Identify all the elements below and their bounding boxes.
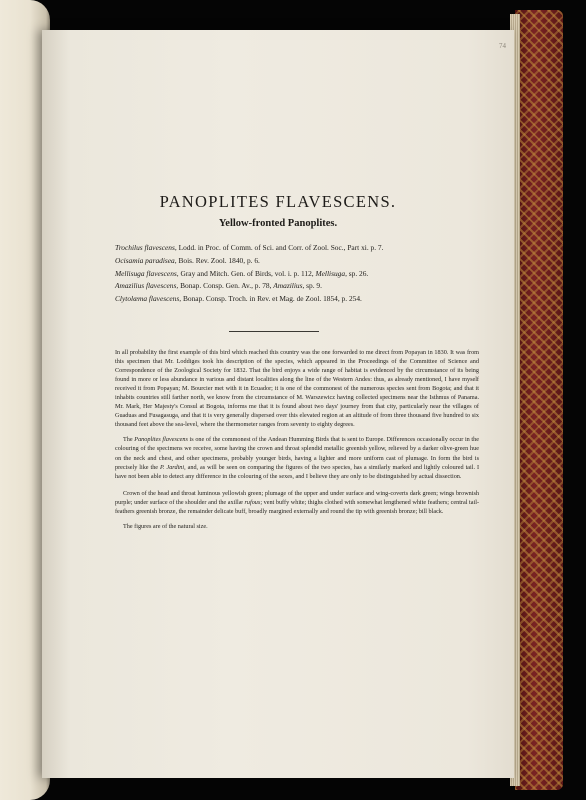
synonym-name: Amazilius flavescens,: [115, 281, 179, 291]
synonym-reference: Gray and Mitch. Gen. of Birds, vol. i. p. 112,: [178, 268, 316, 278]
page-corner-mark: 74: [499, 42, 506, 50]
synonym-name: Mellisuga flavescens,: [115, 268, 179, 278]
text-run: is one of the commonest of the Andean Humming Birds that is sent to Europe. Differences occasionally occur in the colouring of the specimens we receive, some having the crown and throat splendid metallic greenish yellow, relieved by a darker olive-green hue on the neck and chest, and other specimens, probably younger birds, having a lighter and more uniform cast of plumage. In form the bird is precisely like the: [115, 436, 479, 471]
synonym-species-number: , sp. 26.: [345, 268, 369, 278]
synonym-genus: Amazilius: [273, 281, 303, 291]
synonym-reference: Bois. Rev. Zool. 1840, p. 6.: [176, 255, 260, 265]
text-run: ; vent buffy white; thighs clothed with somewhat lengthened white feathers; central tail-feathers greenish bronze, the remainder delicate buff, broadly margined externally and round the tip with greenish bronze; bill black.: [115, 498, 479, 515]
article-body: [115, 348, 479, 537]
species-name: P. Jardini: [160, 463, 185, 471]
synonymy-list: [115, 242, 475, 306]
text-run: , and, as will be seen on comparing the figures of the two species, has a similarly marked and lightly coloured tail. I have not been able to detect any difference in the colouring of the sexes, and I believe they are only to be distinguished by actual dissection.: [115, 463, 480, 480]
synonym-name: Trochilus flavescens,: [115, 243, 177, 252]
synonym-entry: [115, 268, 475, 281]
paragraph-range: In all probability the first example of this bird which reached this country was the one forwarded to me direct from Popayan in 1830. It was from this specimen that Mr. Loddiges took his description of the species, which appeared in the Proceedings of the Committee of Science and Correspondence of the Zoological Society for 1832. That the bird enjoys a wide range of habitat is evidenced by the circumstance of its being found in more or less abundance in various and distant localities along the line of the Western Andes: thus, as already mentioned, I have myself received it from Popayan; M. Bourcier met with it in Ecuador; it is one of the commonest of the numerous species sent from Bogota; and that it inhabits countries still farther north, we know from the circumstance of M. Warszewicz having collected specimens near the Isthmus of Panama. Mr. Mark, Her Majesty's Consul at Bogota, informs me that it is found about two days' journey from that city, particularly near the villages of Guaduas and Fusagasuga, and that it is very generally dispersed over this elevated region at an altitude of from three thousand five hundred to six thousand feet above the sea-level, where the thermometer ranges from seventy to eighty degrees.: [115, 349, 479, 429]
synonym-entry: [115, 242, 475, 255]
paragraph-description: [115, 435, 479, 480]
synonym-reference: Bonap. Consp. Gen. Av., p. 78,: [178, 281, 274, 291]
synonym-name: Clytolæma flavescens,: [115, 294, 182, 304]
text-run: The: [123, 436, 135, 444]
paragraph-plumage: [115, 489, 479, 516]
page-subtitle: Yellow-fronted Panoplites.: [218, 218, 338, 229]
synonym-reference: Lodd. in Proc. of Comm. of Sci. and Corr. of Zool. Soc., Part xi. p. 7.: [176, 243, 384, 252]
ornamented-binding-edge: [515, 10, 563, 790]
synonym-entry: [115, 293, 475, 306]
species-name: Panoplites flavescens: [134, 436, 188, 444]
synonym-species-number: , sp. 9.: [302, 281, 322, 291]
synonym-name: Ocisamia paradisea,: [115, 255, 177, 265]
book-page: [42, 30, 514, 778]
text-run: Crown of the head and throat luminous yellowish green; plumage of the upper and under surface and wing-coverts dark green; wings brownish purple; under surface of the shoulder and the axillæ: [115, 489, 479, 506]
synonym-reference: Bonap. Consp. Troch. in Rev. et Mag. de Zool. 1854, p. 254.: [181, 294, 362, 304]
synonym-entry: [115, 255, 475, 268]
italic-term: rufous: [244, 498, 261, 506]
page-title: PANOPLITES FLAVESCENS.: [159, 192, 397, 211]
synonym-genus: Mellisuga: [315, 268, 346, 278]
section-divider: [229, 331, 319, 332]
synonym-entry: [115, 280, 475, 293]
paragraph-figures-note: The figures are of the natural size.: [123, 522, 208, 530]
